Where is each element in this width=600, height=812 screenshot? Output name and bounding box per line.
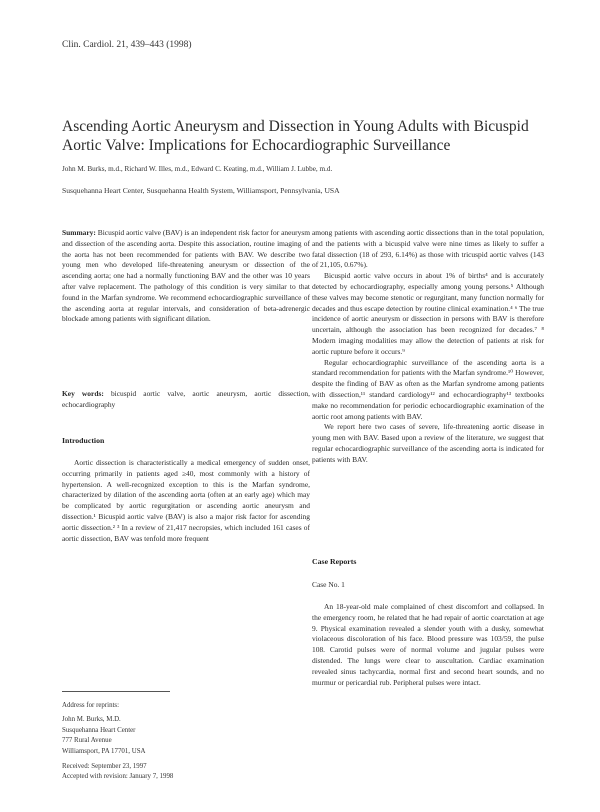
address-line: John M. Burks, M.D.: [62, 716, 121, 724]
paragraph: Bicuspid aortic valve occurs in about 1% of births⁴ and is accurately detected by echocardiography, especially among young persons.⁵ Although these valves may become stenotic or regurgitant, many function normally for decades and thus escape detection by routine clinical examination.⁴ ⁶ The true incidence of aortic aneurysm or dissection in persons with BAV is therefore uncertain, although the association has been recognized for decades.⁷ ⁸ Modern imaging modalities may allow the detection of patients at risk for aortic rupture before it occurs.⁹: [312, 271, 544, 356]
right-column-text: [312, 228, 544, 466]
footnote-divider: [62, 691, 170, 692]
address-label: Address for reprints:: [62, 702, 120, 709]
summary-text: Bicuspid aortic valve (BAV) is an independent risk factor for aneurysm and dissection of the ascending aorta. Despite this association, routine imaging of the aorta has not been recommended for patients with BAV. We describe two young men who developed life-threatening aneurysm or dissection of the ascending aorta; one had a normally functioning BAV and the other was 10 years after valve replacement. The pathology of this condition is very similar to that found in the Marfan syndrome. We recommend echocardiographic surveillance of the ascending aorta at regular intervals, and consideration of beta-adrenergic blockade among patients with significant dilation.: [62, 228, 311, 324]
paragraph: among patients with ascending aortic dissections than in the total population, and the patients with a bicuspid valve were nine times as likely to suffer a fatal dissection (18 of 293, 6.14%) as those with tricuspid aortic valves (143 of 21,105, 0.67%).: [312, 228, 544, 270]
summary-label: Summary:: [62, 228, 96, 237]
address-block: [62, 701, 310, 783]
paragraph: We report here two cases of severe, life-threatening aortic disease in young men with BAV. Based upon a review of the literature, we suggest that regular echocardiographic surveillance of the ascending aorta is indicated for patients with BAV.: [312, 422, 544, 464]
case-reports-heading: Case Reports: [312, 557, 357, 566]
article-title: Ascending Aortic Aneurysm and Dissection in Young Adults with Bicuspid Aortic Valve: Implications for Echocardiographic Surveillance: [62, 118, 529, 154]
case1-paragraph: An 18-year-old male complained of chest discomfort and collapsed. In the emergency room, he related that he had repair of aortic coarctation at age 9. Physical examination revealed a slender youth with a dusky, somewhat violaceous discoloration of his face. Blood pressure was 103/59, the pulse 108. Carotid pulses were of normal volume and jugular pulses were distended. The lungs were clear to auscultation. Cardiac examination revealed sinus tachycardia, normal first and second heart sounds, and no murmur or pericardial rub. Peripheral pulses were intact.: [312, 602, 544, 687]
keywords-label: Key words:: [62, 389, 104, 398]
journal-citation: Clin. Cardiol. 21, 439–443 (1998): [62, 40, 192, 50]
address-line: 777 Rural Avenue: [62, 737, 112, 745]
introduction-paragraph: Aortic dissection is characteristically a medical emergency of sudden onset, occurring primarily in patients aged ≥40, most commonly with a history of hypertension. A well-recognized exception to this is the Marfan syndrome, characterized by dilation of the ascending aorta (often at an early age) which may be complicated by aortic regurgitation or ascending aortic aneurysm and dissection.¹ Bicuspid aortic valve (BAV) is also a major risk factor for ascending aortic dissection.² ³ In a review of 21,417 necropsies, which included 161 cases of aortic dissection, BAV was tenfold more frequent: [62, 458, 310, 543]
introduction-heading: Introduction: [62, 436, 105, 445]
case1-heading: Case No. 1: [312, 580, 345, 589]
author-list: John M. Burks, m.d., Richard W. Illes, m.d., Edward C. Keating, m.d., William J. Lubbe, m.d.: [62, 165, 333, 173]
address-line: Williamsport, PA 17701, USA: [62, 747, 146, 755]
paragraph: Regular echocardiographic surveillance of the ascending aorta is a standard recommendation for patients with the Marfan syndrome.¹⁰ However, despite the finding of BAV as often as the Marfan syndrome among patients with dissection,¹¹ standard cardiology¹² and echocardiography¹³ textbooks make no recommendation for periodic echocardiographic examination of the aortic root among patients with BAV.: [312, 357, 544, 421]
keywords-block: [62, 389, 310, 411]
address-line: Susquehanna Heart Center: [62, 726, 136, 734]
keywords-text: bicuspid aortic valve, aortic aneurysm, aortic dissection, echocardiography: [62, 389, 310, 409]
case1-text-block: [312, 602, 544, 688]
introduction-text-block: [62, 458, 310, 544]
received-date: Received: September 23, 1997: [62, 763, 147, 771]
affiliation: Susquehanna Heart Center, Susquehanna Health System, Williamsport, Pennsylvania, USA: [62, 186, 340, 195]
summary-block: [62, 228, 310, 325]
accepted-date: Accepted with revision: January 7, 1998: [62, 773, 174, 781]
